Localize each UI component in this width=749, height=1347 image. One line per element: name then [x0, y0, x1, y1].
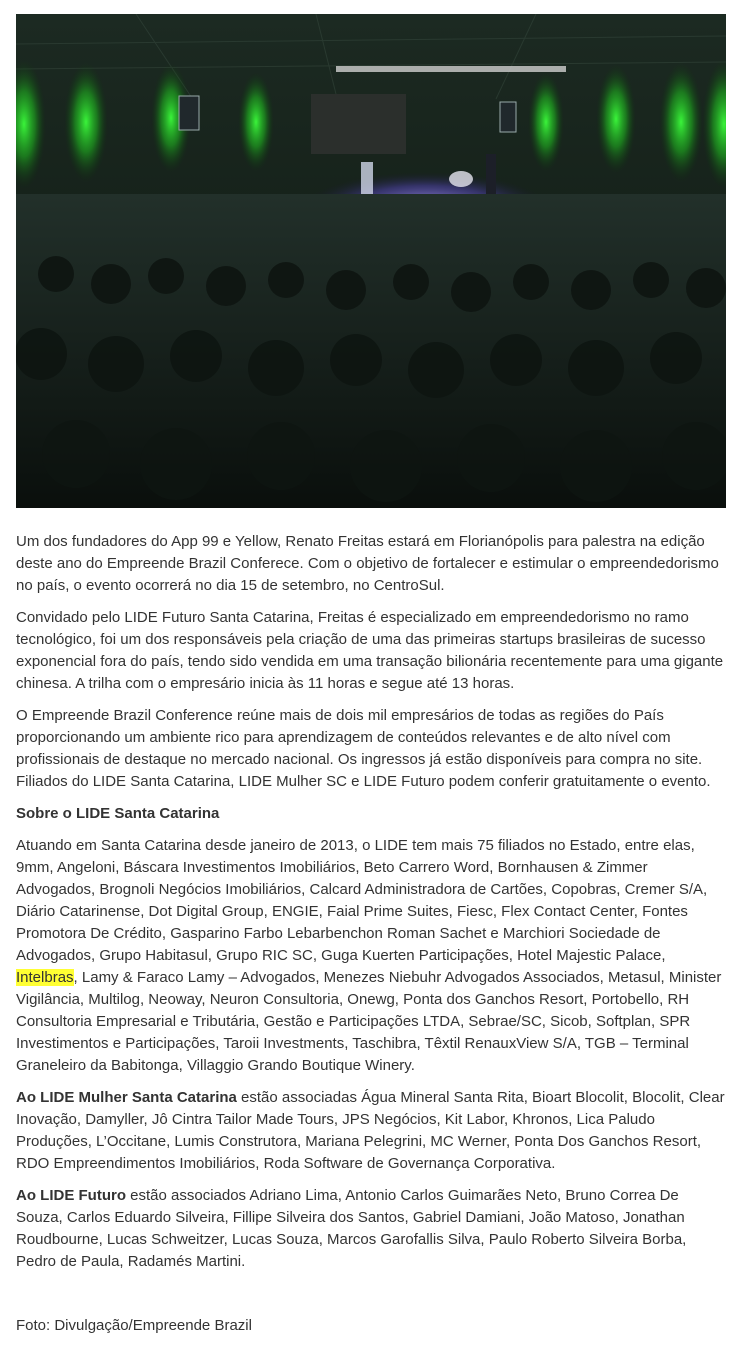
- paragraph-intro: Um dos fundadores do App 99 e Yellow, Renato Freitas estará em Florianópolis para palestra na edição deste ano do Empreende Brazil Conferece. Com o objetivo de fortalecer e estimular o empreendedorismo no país, o evento ocorrerá no dia 15 de setembro, no CentroSul.: [16, 533, 719, 594]
- paragraph-lide-futuro: [16, 1185, 728, 1273]
- members-list-start: Atuando em Santa Catarina desde janeiro de 2013, o LIDE tem mais 75 filiados no Estado, entre elas, 9mm, Angeloni, Báscara Investimentos Imobiliários, Beto Carrero Word, Bornhausen & Zimmer Advogados, Brognoli Negócios Imobiliários, Calcard Administradora de Cartões, Copobras, Cremer S/A, Diário Catarinense, Dot Digital Group, ENGIE, Faial Prime Suites, Fiesc, Flex Contact Center, Fontes Promotora De Crédito, Gasparino Farbo Lebarbenchon Roman Sachet e Marchiori Sociedade de Advogados, Grupo Habitasul, Grupo RIC SC, Guga Kuerten Participações, Hotel Majestic Palace,: [16, 837, 708, 964]
- members-list-end: , Lamy & Faraco Lamy – Advogados, Menezes Niebuhr Advogados Associados, Metasul, Minister Vigilância, Multilog, Neoway, Neuron Consultoria, Onewg, Ponta dos Ganchos Resort, Portobello, RH Consultoria Empresarial e Tributária, Gestão e Participações LTDA, Sebrae/SC, Sicob, Softplan, SPR Investimentos e Participações, Taroii Investments, Taschibra, Têxtil RenauxView S/A, TGB – Terminal Graneleiro da Babitonga, Villaggio Grando Boutique Winery.: [16, 969, 722, 1074]
- lide-mulher-label: Ao LIDE Mulher Santa Catarina: [16, 1089, 237, 1106]
- spacer: [16, 1283, 728, 1315]
- event-photo: [16, 14, 726, 508]
- sobre-heading: Sobre o LIDE Santa Catarina: [16, 805, 220, 822]
- highlighted-member: Intelbras: [16, 969, 74, 986]
- paragraph-lide-mulher: [16, 1087, 728, 1175]
- lide-futuro-label: Ao LIDE Futuro: [16, 1187, 126, 1204]
- auditorium-image: [16, 14, 726, 508]
- photo-caption: Foto: Divulgação/Empreende Brazil: [16, 1317, 252, 1334]
- paragraph-speaker: Convidado pelo LIDE Futuro Santa Catarina, Freitas é especializado em empreendedorismo no ramo tecnológico, foi um dos responsáveis pela criação de uma das primeiras startups brasileiras de sucesso exponencial fora do país, tendo sido vendida em uma transação bilionária recentemente para uma gigante chinesa. A trilha com o empresário inicia às 11 horas e segue até 13 horas.: [16, 609, 724, 692]
- lide-mulher-members: estão associadas Água Mineral Santa Rita, Bioart Blocolit, Blocolit, Clear Inovação, Damyller, Jô Cintra Tailor Made Tours, JPS Negócios, Kit Labor, Khronos, Lica Paludo Produções, L’Occitane, Lumis Construtora, Mariana Pelegrini, MC Werner, Ponta Dos Ganchos Resort, RDO Empreendimentos Imobiliários, Roda Software de Governança Corporativa.: [16, 1089, 725, 1172]
- lide-futuro-members: estão associados Adriano Lima, Antonio Carlos Guimarães Neto, Bruno Correa De Souza, Carlos Eduardo Silveira, Fillipe Silveira dos Santos, Gabriel Damiani, João Matoso, Jonathan Roudbourne, Lucas Schweitzer, Lucas Souza, Marcos Garofallis Silva, Paulo Roberto Silveira Borba, Pedro de Paula, Radamés Martini.: [16, 1187, 687, 1270]
- section-heading: [16, 803, 728, 825]
- article-body: [16, 531, 728, 1347]
- paragraph-conference: O Empreende Brazil Conference reúne mais de dois mil empresários de todas as regiões do País proporcionando um ambiente rico para aprendizagem de conteúdos relevantes e de alto nível com profissionais de destaque no mercado nacional. Os ingressos já estão disponíveis para compra no site. Filiados do LIDE Santa Catarina, LIDE Mulher SC e LIDE Futuro podem conferir gratuitamente o evento.: [16, 707, 711, 790]
- paragraph-santa-catarina: [16, 835, 728, 1077]
